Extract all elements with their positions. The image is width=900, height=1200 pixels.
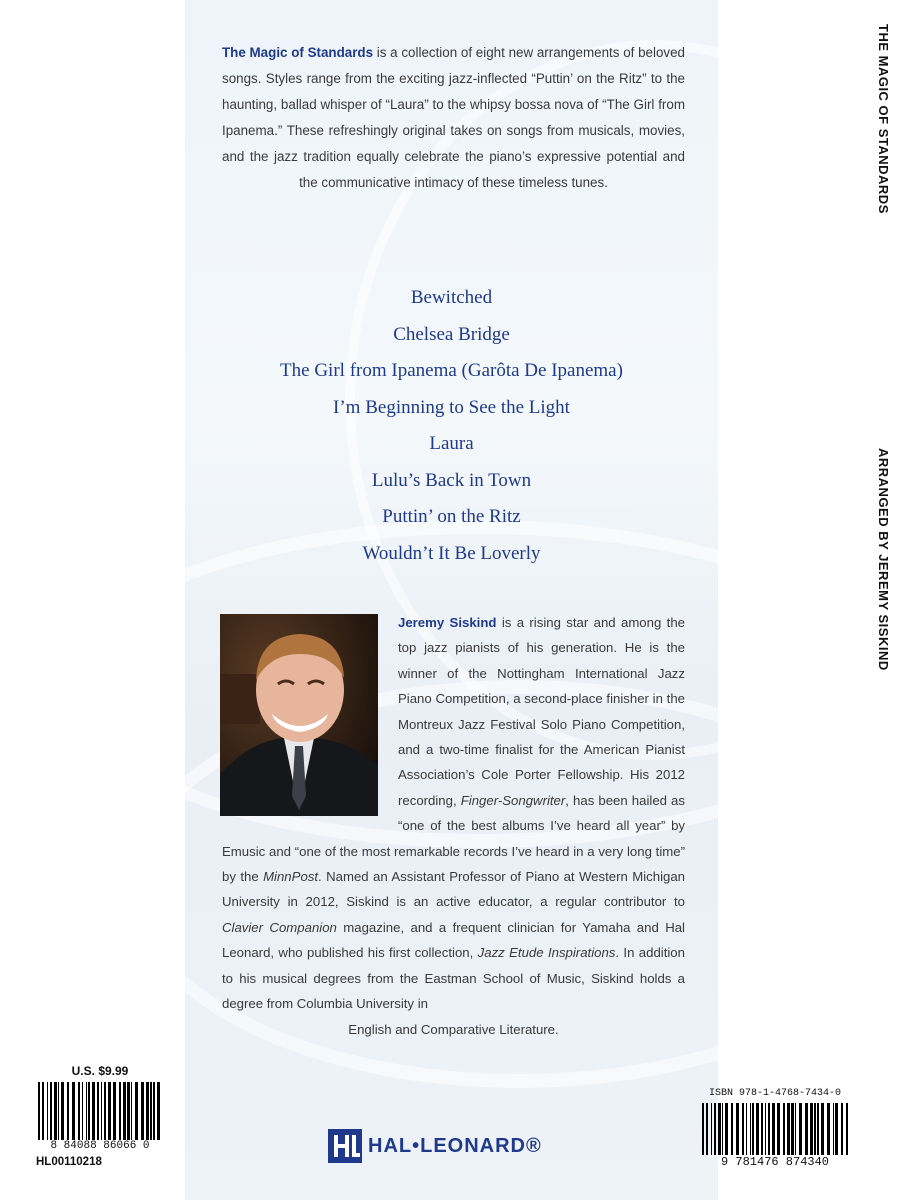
- bio-text: is a rising star and among the top jazz pianists of his generation. He is the winner of the Nottingham International Jazz Piano Competition, a second-place finisher in the Montreux Jazz Festival Solo Piano Competition, and a two-time finalist for the American Pianist Association’s Cole Porter Fellowship. His 2012 recording,: [398, 615, 685, 808]
- barcode-bar: [777, 1103, 780, 1155]
- barcode-bar: [119, 1082, 121, 1140]
- barcode-bar: [799, 1103, 802, 1155]
- barcode-bar: [805, 1103, 808, 1155]
- barcode-bar: [768, 1103, 770, 1155]
- barcode-bar: [67, 1082, 69, 1140]
- upc-barcode: [36, 1082, 164, 1140]
- isbn-barcode: [700, 1103, 850, 1155]
- barcode-bar: [54, 1082, 57, 1140]
- upc-barcode-block: [36, 1064, 164, 1168]
- barcode-bar: [791, 1103, 794, 1155]
- bio-text: , has been hailed as “one of the best albums I’ve heard all year” by Emusic and “one of the most remarkable records I’ve heard in a very long time” by the: [222, 792, 685, 885]
- upc-number: 8 84088 86066 0: [50, 1140, 150, 1152]
- barcode-bar: [731, 1103, 733, 1155]
- song-title: Chelsea Bridge: [393, 323, 510, 345]
- magazine-name: Clavier Companion: [222, 919, 337, 935]
- collection-title: Jazz Etude Inspirations: [477, 945, 616, 961]
- barcode-bar: [135, 1082, 138, 1140]
- barcode-bar: [783, 1103, 785, 1155]
- barcode-bar: [833, 1103, 834, 1155]
- barcode-bar: [88, 1082, 90, 1140]
- barcode-bar: [722, 1103, 723, 1155]
- barcode-bar: [756, 1103, 759, 1155]
- song-title: Lulu’s Back in Town: [371, 469, 532, 491]
- barcode-bar: [104, 1082, 106, 1140]
- publisher-name: HAL•LEONARD®: [368, 1134, 542, 1157]
- barcode-bar: [58, 1082, 59, 1140]
- barcode-bar: [127, 1082, 130, 1140]
- barcode-bar: [736, 1103, 739, 1155]
- isbn-barcode-block: [700, 1088, 850, 1169]
- barcode-bar: [761, 1103, 763, 1155]
- intro-paragraph: [222, 40, 685, 196]
- song-title: Wouldn’t It Be Loverly: [362, 542, 541, 564]
- price-label: U.S. $9.99: [71, 1064, 129, 1078]
- song-title: I’m Beginning to See the Light: [333, 396, 570, 418]
- barcode-bar: [846, 1103, 848, 1155]
- barcode-bar: [82, 1082, 83, 1140]
- photo-spacer: [222, 610, 398, 838]
- barcode-bar: [86, 1082, 87, 1140]
- song-title: The Girl from Ipanema (Garôta De Ipanema): [280, 360, 623, 381]
- barcode-bar: [141, 1082, 144, 1140]
- author-name: Jeremy Siskind: [398, 615, 497, 630]
- author-bio: [222, 610, 685, 1042]
- book-title: The Magic of Standards: [222, 45, 374, 60]
- publication-name: MinnPost: [263, 869, 319, 885]
- barcode-bar: [153, 1082, 155, 1140]
- barcode-bar: [835, 1103, 838, 1155]
- bio-text: . In addition to his musical degrees from the Eastman School of Music, Siskind holds a degree from Columbia University in: [222, 945, 685, 1012]
- isbn-label: ISBN 978-1-4768-7434-0: [708, 1088, 842, 1099]
- barcode-bar: [714, 1103, 716, 1155]
- barcode-bar: [814, 1103, 816, 1155]
- barcode-bar: [810, 1103, 813, 1155]
- barcode-bar: [150, 1082, 152, 1140]
- barcode-bar: [78, 1082, 80, 1140]
- song-title: Laura: [429, 433, 474, 454]
- barcode-bar: [711, 1103, 712, 1155]
- barcode-bar: [706, 1103, 708, 1155]
- publisher-logo: [328, 1128, 542, 1164]
- barcode-bar: [742, 1103, 744, 1155]
- spine-title: THE MAGIC OF STANDARDS: [876, 24, 891, 214]
- barcode-bar: [42, 1082, 44, 1140]
- bio-text: magazine, and a frequent clinician for Yamaha and Hal Leonard, who published his first collection,: [222, 919, 685, 961]
- barcode-bar: [97, 1082, 99, 1140]
- barcode-bar: [746, 1103, 747, 1155]
- barcode-bar: [123, 1082, 126, 1140]
- catalog-number: HL00110218: [36, 1156, 102, 1168]
- ean-number: 9 781476 874340: [720, 1155, 830, 1169]
- bio-text: . Named an Assistant Professor of Piano at Western Michigan University in 2012, Siskind is an active educator, a regular contributor to: [222, 869, 686, 910]
- barcode-bar: [841, 1103, 843, 1155]
- barcode-bar: [157, 1082, 160, 1140]
- bio-last-line: English and Comparative Literature.: [348, 1021, 559, 1037]
- barcode-bar: [772, 1103, 775, 1155]
- barcode-bar: [101, 1082, 102, 1140]
- barcode-bar: [131, 1082, 132, 1140]
- barcode-bar: [725, 1103, 728, 1155]
- barcode-bar: [108, 1082, 111, 1140]
- song-title: Puttin’ on the Ritz: [382, 506, 521, 527]
- barcode-bar: [765, 1103, 766, 1155]
- barcode-bar: [827, 1103, 830, 1155]
- barcode-bar: [795, 1103, 796, 1155]
- song-title: Bewitched: [410, 287, 493, 308]
- barcode-bar: [752, 1103, 754, 1155]
- barcode-bar: [61, 1082, 64, 1140]
- barcode-bar: [113, 1082, 116, 1140]
- song-list: [185, 280, 718, 572]
- barcode-bar: [718, 1103, 721, 1155]
- barcode-bar: [72, 1082, 75, 1140]
- barcode-bar: [821, 1103, 824, 1155]
- barcode-bar: [702, 1103, 704, 1155]
- barcode-bar: [50, 1082, 52, 1140]
- barcode-bar: [47, 1082, 48, 1140]
- intro-text: is a collection of eight new arrangements of beloved songs. Styles range from the exciting jazz-inflected “Puttin’ on the Ritz” to the haunting, ballad whisper of “Laura” to the whipsy bossa nova of “The Girl from Ipanema.” These refreshingly original takes on songs from musicals, movies, and the jazz tradition equally celebrate the piano’s expressive potential and the communicative intimacy of these timeless tunes.: [222, 45, 685, 190]
- barcode-bar: [750, 1103, 751, 1155]
- barcode-bar: [146, 1082, 149, 1140]
- barcode-bar: [817, 1103, 819, 1155]
- hal-leonard-logo-icon: [328, 1129, 362, 1163]
- barcode-bar: [787, 1103, 790, 1155]
- album-title: Finger-Songwriter: [460, 792, 566, 808]
- barcode-bar: [92, 1082, 95, 1140]
- barcode-bar: [38, 1082, 40, 1140]
- spine-credit: ARRANGED BY JEREMY SISKIND: [876, 448, 891, 671]
